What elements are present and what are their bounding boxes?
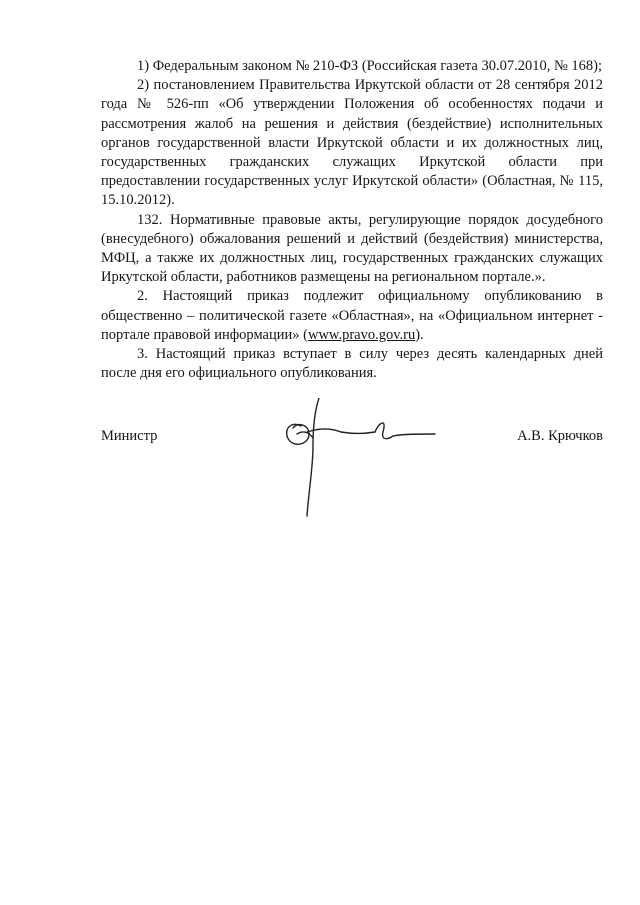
handwritten-signature xyxy=(279,398,439,528)
paragraph-government-resolution: 2) постановлением Правительства Иркутской области от 28 сентября 2012 года № 526-пп «Об утверждении Положения об особенностях подачи и рассмотрения жалоб на решения и действия (бездействие) исполнительных органов государственной власти Иркутской области и их должностных лиц, государственных гражданских служащих Иркутской области при предоставлении государственных услуг Иркутской области» (Областная, № 115, 15.10.2012). xyxy=(101,77,603,209)
signatory-role: Министр xyxy=(101,428,158,444)
paragraph-132: 132. Нормативные правовые акты, регулирующие порядок досудебного (внесудебного) обжалования решений и действий (бездействия) министерства, МФЦ, а также их должностных лиц, государственных гражданских служащих Иркутской области, работников размещены на региональном портале.». xyxy=(101,211,603,286)
pravo-link[interactable]: www.pravo.gov.ru xyxy=(307,326,416,343)
publication-text: 2. Настоящий приказ подлежит официальному опубликованию в общественно – политической газете «Областная», на «Официальном интернет - портале правовой информации» ( xyxy=(101,288,603,343)
publication-end: ). xyxy=(415,326,424,343)
signature-block xyxy=(101,428,603,528)
paragraph-effective-date: 3. Настоящий приказ вступает в силу через десять календарных дней после дня его официального опубликования. xyxy=(101,346,603,382)
paragraph-publication xyxy=(101,287,603,345)
signatory-name: А.В. Крючков xyxy=(517,428,603,444)
document-body xyxy=(101,57,603,383)
paragraph-federal-law: 1) Федеральным законом № 210-ФЗ (Российская газета 30.07.2010, № 168); xyxy=(137,58,603,74)
